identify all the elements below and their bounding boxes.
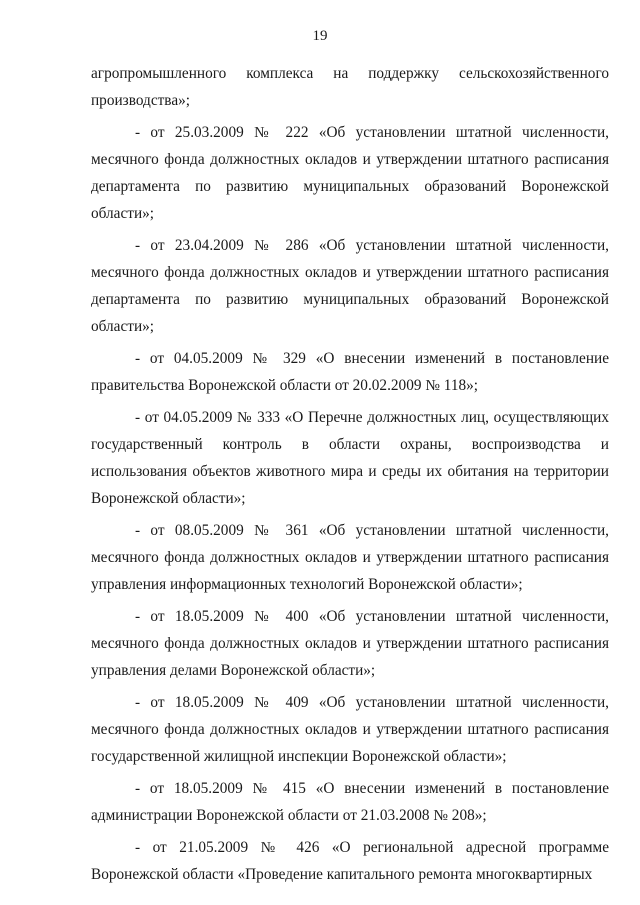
list-item: - от 18.05.2009 № 400 «Об установлении штатной численности, месячного фонда должностных окладов и утверждении штатного расписания управления делами Воронежской области»; xyxy=(91,608,609,679)
page-number: 19 xyxy=(312,28,328,44)
list-item: - от 18.05.2009 № 409 «Об установлении штатной численности, месячного фонда должностных окладов и утверждении штатного расписания государственной жилищной инспекции Воронежской области»; xyxy=(91,694,609,765)
paragraph-continuation: агропромышленного комплекса на поддержку сельскохозяйственного производства»; xyxy=(91,65,609,109)
list-item: - от 04.05.2009 № 333 «О Перечне должностных лиц, осуществляющих государственный контроль в области охраны, воспроизводства и использования объектов животного мира и среды их обитания на территории Воронежской области»; xyxy=(91,409,609,507)
list-item: - от 08.05.2009 № 361 «Об установлении штатной численности, месячного фонда должностных окладов и утверждении штатного расписания управления информационных технологий Воронежской области»; xyxy=(91,522,609,593)
list-item: - от 21.05.2009 № 426 «О региональной адресной программе Воронежской области «Проведение капитального ремонта многоквартирных xyxy=(91,839,609,883)
list-item: - от 04.05.2009 № 329 «О внесении изменений в постановление правительства Воронежской области от 20.02.2009 № 118»; xyxy=(91,350,609,394)
list-item: - от 25.03.2009 № 222 «Об установлении штатной численности, месячного фонда должностных окладов и утверждении штатного расписания департамента по развитию муниципальных образований Воронежской области»; xyxy=(91,124,609,222)
document-body xyxy=(91,60,609,893)
list-item: - от 18.05.2009 № 415 «О внесении изменений в постановление администрации Воронежской области от 21.03.2008 № 208»; xyxy=(91,780,609,824)
list-item: - от 23.04.2009 № 286 «Об установлении штатной численности, месячного фонда должностных окладов и утверждении штатного расписания департамента по развитию муниципальных образований Воронежской области»; xyxy=(91,237,609,335)
